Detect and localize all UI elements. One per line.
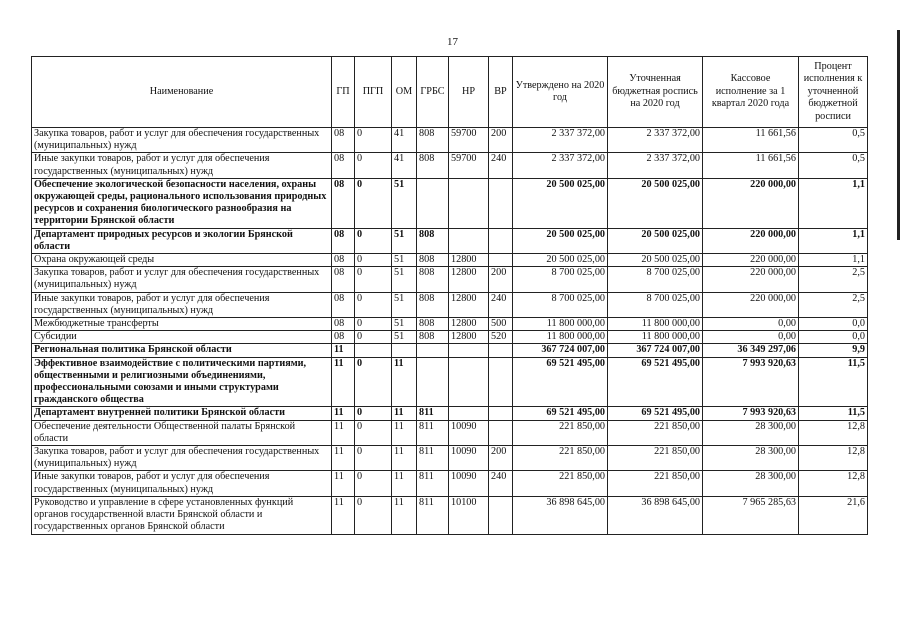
cell-grbs: 808 xyxy=(417,331,449,344)
cell-vr xyxy=(489,178,513,228)
cell-ppgp: 0 xyxy=(355,318,392,331)
cell-cash: 220 000,00 xyxy=(703,178,799,228)
cell-ppgp: 0 xyxy=(355,153,392,178)
cell-name: Закупка товаров, работ и услуг для обеспечения государственных (муниципальных) нужд xyxy=(32,128,332,153)
cell-cash: 220 000,00 xyxy=(703,267,799,292)
table-header-row xyxy=(32,57,868,128)
cell-refined: 367 724 007,00 xyxy=(608,344,703,357)
cell-percent: 1,1 xyxy=(799,178,868,228)
cell-percent: 1,1 xyxy=(799,254,868,267)
cell-percent: 12,8 xyxy=(799,446,868,471)
cell-gp: 08 xyxy=(332,178,355,228)
cell-approved: 20 500 025,00 xyxy=(513,254,608,267)
table-row xyxy=(32,128,868,153)
cell-name: Региональная политика Брянской области xyxy=(32,344,332,357)
cell-refined: 8 700 025,00 xyxy=(608,292,703,317)
cell-grbs xyxy=(417,357,449,407)
cell-np xyxy=(449,344,489,357)
cell-vr xyxy=(489,228,513,253)
header-cash: Кассовое исполнение за 1 квартал 2020 года xyxy=(703,57,799,128)
cell-refined: 2 337 372,00 xyxy=(608,128,703,153)
cell-np: 10100 xyxy=(449,496,489,534)
cell-vr: 240 xyxy=(489,471,513,496)
header-approved: Утверждено на 2020 год xyxy=(513,57,608,128)
cell-ppgp xyxy=(355,344,392,357)
cell-approved: 69 521 495,00 xyxy=(513,357,608,407)
cell-gp: 11 xyxy=(332,357,355,407)
budget-execution-table xyxy=(31,56,868,535)
cell-gp: 08 xyxy=(332,318,355,331)
cell-approved: 20 500 025,00 xyxy=(513,228,608,253)
cell-grbs: 808 xyxy=(417,153,449,178)
cell-np: 12800 xyxy=(449,267,489,292)
cell-np: 10090 xyxy=(449,420,489,445)
table-row xyxy=(32,254,868,267)
cell-refined: 20 500 025,00 xyxy=(608,228,703,253)
cell-ppgp: 0 xyxy=(355,407,392,420)
cell-grbs xyxy=(417,178,449,228)
cell-approved: 221 850,00 xyxy=(513,420,608,445)
cell-gp: 08 xyxy=(332,267,355,292)
cell-np: 59700 xyxy=(449,153,489,178)
table-row xyxy=(32,496,868,534)
cell-np: 12800 xyxy=(449,292,489,317)
cell-gp: 11 xyxy=(332,471,355,496)
cell-gp: 11 xyxy=(332,446,355,471)
header-om: ОМ xyxy=(392,57,417,128)
cell-cash: 0,00 xyxy=(703,318,799,331)
cell-ppgp: 0 xyxy=(355,267,392,292)
cell-om: 11 xyxy=(392,357,417,407)
header-vr: ВР xyxy=(489,57,513,128)
header-refined: Уточненная бюджетная роспись на 2020 год xyxy=(608,57,703,128)
cell-refined: 2 337 372,00 xyxy=(608,153,703,178)
cell-grbs xyxy=(417,344,449,357)
cell-vr xyxy=(489,357,513,407)
cell-ppgp: 0 xyxy=(355,471,392,496)
cell-np xyxy=(449,178,489,228)
cell-vr xyxy=(489,496,513,534)
cell-refined: 221 850,00 xyxy=(608,420,703,445)
table-row xyxy=(32,446,868,471)
cell-om: 51 xyxy=(392,254,417,267)
cell-percent: 11,5 xyxy=(799,357,868,407)
cell-vr: 240 xyxy=(489,153,513,178)
cell-np: 12800 xyxy=(449,254,489,267)
cell-percent: 12,8 xyxy=(799,420,868,445)
cell-approved: 8 700 025,00 xyxy=(513,292,608,317)
cell-om: 11 xyxy=(392,446,417,471)
table-row xyxy=(32,471,868,496)
cell-gp: 11 xyxy=(332,496,355,534)
cell-approved: 11 800 000,00 xyxy=(513,318,608,331)
cell-ppgp: 0 xyxy=(355,292,392,317)
table-row xyxy=(32,357,868,407)
cell-om: 51 xyxy=(392,178,417,228)
header-gp: ГП xyxy=(332,57,355,128)
cell-grbs: 808 xyxy=(417,318,449,331)
cell-name: Межбюджетные трансферты xyxy=(32,318,332,331)
table-row xyxy=(32,344,868,357)
cell-np: 12800 xyxy=(449,331,489,344)
cell-refined: 221 850,00 xyxy=(608,446,703,471)
cell-gp: 08 xyxy=(332,153,355,178)
cell-grbs: 808 xyxy=(417,228,449,253)
cell-ppgp: 0 xyxy=(355,228,392,253)
cell-grbs: 808 xyxy=(417,267,449,292)
table-row xyxy=(32,153,868,178)
header-percent: Процент исполнения к уточненной бюджетной росписи xyxy=(799,57,868,128)
table-body xyxy=(32,128,868,535)
cell-gp: 08 xyxy=(332,228,355,253)
cell-cash: 7 993 920,63 xyxy=(703,357,799,407)
cell-name: Обеспечение экологической безопасности населения, охраны окружающей среды, рационального использования природных ресурсов и сохранения биологического разнообразия на территории Брянской области xyxy=(32,178,332,228)
cell-name: Департамент природных ресурсов и экологии Брянской области xyxy=(32,228,332,253)
cell-approved: 221 850,00 xyxy=(513,471,608,496)
cell-vr: 500 xyxy=(489,318,513,331)
cell-cash: 7 965 285,63 xyxy=(703,496,799,534)
cell-approved: 367 724 007,00 xyxy=(513,344,608,357)
cell-vr xyxy=(489,254,513,267)
cell-cash: 36 349 297,06 xyxy=(703,344,799,357)
cell-om: 11 xyxy=(392,471,417,496)
cell-percent: 21,6 xyxy=(799,496,868,534)
cell-ppgp: 0 xyxy=(355,254,392,267)
cell-ppgp: 0 xyxy=(355,446,392,471)
cell-ppgp: 0 xyxy=(355,331,392,344)
cell-vr: 200 xyxy=(489,446,513,471)
cell-np xyxy=(449,228,489,253)
table-row xyxy=(32,420,868,445)
cell-cash: 11 661,56 xyxy=(703,128,799,153)
cell-refined: 20 500 025,00 xyxy=(608,254,703,267)
table-row xyxy=(32,178,868,228)
cell-percent: 1,1 xyxy=(799,228,868,253)
cell-refined: 69 521 495,00 xyxy=(608,407,703,420)
cell-name: Иные закупки товаров, работ и услуг для обеспечения государственных (муниципальных) нужд xyxy=(32,153,332,178)
cell-np: 10090 xyxy=(449,471,489,496)
cell-name: Иные закупки товаров, работ и услуг для обеспечения государственных (муниципальных) нужд xyxy=(32,471,332,496)
cell-approved: 8 700 025,00 xyxy=(513,267,608,292)
cell-np: 59700 xyxy=(449,128,489,153)
cell-percent: 0,5 xyxy=(799,153,868,178)
cell-approved: 36 898 645,00 xyxy=(513,496,608,534)
cell-vr: 240 xyxy=(489,292,513,317)
cell-grbs: 811 xyxy=(417,420,449,445)
cell-vr: 200 xyxy=(489,267,513,292)
table-row xyxy=(32,292,868,317)
cell-np xyxy=(449,357,489,407)
page-number: 17 xyxy=(447,36,458,48)
cell-ppgp: 0 xyxy=(355,128,392,153)
cell-approved: 69 521 495,00 xyxy=(513,407,608,420)
cell-vr xyxy=(489,407,513,420)
cell-percent: 2,5 xyxy=(799,267,868,292)
cell-grbs: 811 xyxy=(417,496,449,534)
cell-refined: 36 898 645,00 xyxy=(608,496,703,534)
table-row xyxy=(32,318,868,331)
cell-vr xyxy=(489,344,513,357)
cell-percent: 9,9 xyxy=(799,344,868,357)
header-name: Наименование xyxy=(32,57,332,128)
cell-vr: 200 xyxy=(489,128,513,153)
cell-grbs: 808 xyxy=(417,128,449,153)
table-row xyxy=(32,331,868,344)
cell-approved: 221 850,00 xyxy=(513,446,608,471)
cell-refined: 221 850,00 xyxy=(608,471,703,496)
cell-percent: 11,5 xyxy=(799,407,868,420)
cell-cash: 220 000,00 xyxy=(703,254,799,267)
header-np: НР xyxy=(449,57,489,128)
cell-vr xyxy=(489,420,513,445)
cell-om: 41 xyxy=(392,128,417,153)
table-row xyxy=(32,267,868,292)
cell-om: 51 xyxy=(392,331,417,344)
cell-grbs: 811 xyxy=(417,446,449,471)
cell-approved: 11 800 000,00 xyxy=(513,331,608,344)
cell-gp: 08 xyxy=(332,254,355,267)
cell-name: Охрана окружающей среды xyxy=(32,254,332,267)
cell-np: 12800 xyxy=(449,318,489,331)
cell-cash: 220 000,00 xyxy=(703,292,799,317)
cell-name: Эффективное взаимодействие с политическими партиями, общественными и религиозными объединениями, профессиональными союзами и иными структурами гражданского общества xyxy=(32,357,332,407)
cell-refined: 8 700 025,00 xyxy=(608,267,703,292)
cell-refined: 11 800 000,00 xyxy=(608,331,703,344)
cell-refined: 20 500 025,00 xyxy=(608,178,703,228)
cell-name: Руководство и управление в сфере установленных функций органов государственной власти Брянской области и государственных органов Брянской области xyxy=(32,496,332,534)
cell-cash: 28 300,00 xyxy=(703,420,799,445)
cell-approved: 2 337 372,00 xyxy=(513,128,608,153)
cell-gp: 11 xyxy=(332,344,355,357)
cell-approved: 20 500 025,00 xyxy=(513,178,608,228)
scan-edge-mark xyxy=(897,30,900,240)
cell-percent: 12,8 xyxy=(799,471,868,496)
cell-om xyxy=(392,344,417,357)
cell-grbs: 808 xyxy=(417,254,449,267)
cell-cash: 7 993 920,63 xyxy=(703,407,799,420)
cell-grbs: 811 xyxy=(417,471,449,496)
cell-om: 51 xyxy=(392,228,417,253)
cell-grbs: 808 xyxy=(417,292,449,317)
cell-np: 10090 xyxy=(449,446,489,471)
cell-ppgp: 0 xyxy=(355,178,392,228)
cell-np xyxy=(449,407,489,420)
cell-vr: 520 xyxy=(489,331,513,344)
cell-percent: 0,0 xyxy=(799,318,868,331)
cell-om: 11 xyxy=(392,407,417,420)
cell-om: 51 xyxy=(392,318,417,331)
cell-name: Иные закупки товаров, работ и услуг для обеспечения государственных (муниципальных) нужд xyxy=(32,292,332,317)
cell-name: Закупка товаров, работ и услуг для обеспечения государственных (муниципальных) нужд xyxy=(32,446,332,471)
cell-gp: 11 xyxy=(332,407,355,420)
cell-cash: 28 300,00 xyxy=(703,446,799,471)
cell-om: 51 xyxy=(392,292,417,317)
cell-gp: 08 xyxy=(332,331,355,344)
cell-name: Закупка товаров, работ и услуг для обеспечения государственных (муниципальных) нужд xyxy=(32,267,332,292)
cell-grbs: 811 xyxy=(417,407,449,420)
cell-cash: 220 000,00 xyxy=(703,228,799,253)
cell-gp: 11 xyxy=(332,420,355,445)
cell-ppgp: 0 xyxy=(355,420,392,445)
cell-ppgp: 0 xyxy=(355,496,392,534)
cell-om: 11 xyxy=(392,420,417,445)
cell-gp: 08 xyxy=(332,128,355,153)
cell-refined: 11 800 000,00 xyxy=(608,318,703,331)
header-ppgp: ПГП xyxy=(355,57,392,128)
header-grbs: ГРБС xyxy=(417,57,449,128)
cell-om: 11 xyxy=(392,496,417,534)
cell-approved: 2 337 372,00 xyxy=(513,153,608,178)
cell-om: 51 xyxy=(392,267,417,292)
cell-refined: 69 521 495,00 xyxy=(608,357,703,407)
cell-name: Субсидии xyxy=(32,331,332,344)
cell-cash: 28 300,00 xyxy=(703,471,799,496)
cell-ppgp: 0 xyxy=(355,357,392,407)
cell-percent: 2,5 xyxy=(799,292,868,317)
cell-gp: 08 xyxy=(332,292,355,317)
cell-percent: 0,0 xyxy=(799,331,868,344)
cell-name: Обеспечение деятельности Общественной палаты Брянской области xyxy=(32,420,332,445)
table-row xyxy=(32,407,868,420)
cell-om: 41 xyxy=(392,153,417,178)
table-row xyxy=(32,228,868,253)
cell-name: Департамент внутренней политики Брянской области xyxy=(32,407,332,420)
cell-cash: 0,00 xyxy=(703,331,799,344)
cell-percent: 0,5 xyxy=(799,128,868,153)
cell-cash: 11 661,56 xyxy=(703,153,799,178)
